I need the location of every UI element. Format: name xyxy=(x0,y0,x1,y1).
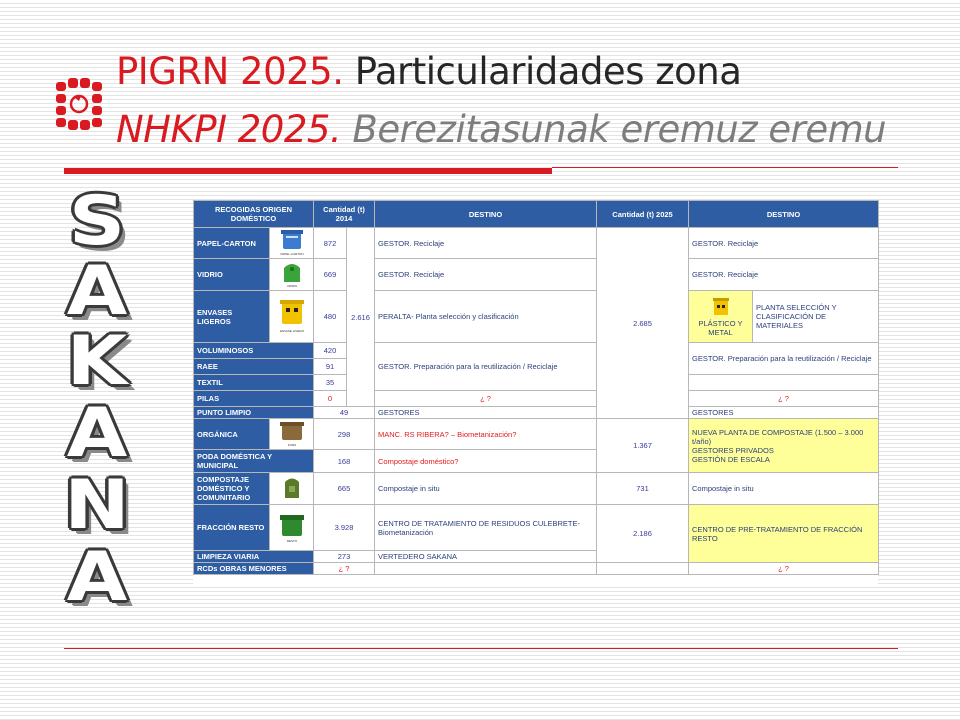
qty-2014: 298 xyxy=(314,419,375,450)
yellow-container-icon xyxy=(710,297,732,317)
icon-caption: ENVASE LIGERO xyxy=(279,328,304,333)
green-compost-bag-icon xyxy=(270,473,314,505)
green-glass-bin-icon xyxy=(270,259,314,291)
table-row xyxy=(194,505,879,551)
header-origen: RECOGIDAS ORIGEN DOMÉSTICO xyxy=(194,201,314,228)
footer-line xyxy=(64,648,898,649)
qty-2014: 3.928 xyxy=(314,505,375,551)
title-underline xyxy=(64,168,552,174)
slide-subtitle xyxy=(116,108,886,151)
plastic-metal-cell xyxy=(689,291,753,343)
table-row xyxy=(194,343,879,359)
zone-letter: A xyxy=(66,538,128,617)
row-label: ENVASES LIGEROS xyxy=(194,291,270,343)
row-label: PILAS xyxy=(194,391,314,407)
row-label: PUNTO LIMPIO xyxy=(194,407,314,419)
table-row xyxy=(194,473,879,505)
qty-2014: 669 xyxy=(314,259,347,291)
qty-2014: 0 xyxy=(314,391,347,407)
dest-2025-organica xyxy=(689,419,879,473)
qty-2014: 35 xyxy=(314,375,347,391)
subtitle-rest: Berezitasunak eremuz eremu xyxy=(341,108,887,151)
table-row xyxy=(194,391,879,407)
recycling-logo-icon xyxy=(56,78,102,130)
dest-2025: GESTOR. Reciclaje xyxy=(689,228,879,259)
dest-2025: GESTOR. Reciclaje xyxy=(689,259,879,291)
table-row xyxy=(194,419,879,450)
zone-letter: A xyxy=(66,394,128,473)
dest-2014: GESTOR. Reciclaje xyxy=(375,228,597,259)
dest-2014: CENTRO DE TRATAMIENTO DE RESIDUOS CULEBRETE- Biometanización xyxy=(375,505,597,551)
title-underline-thin xyxy=(552,167,898,168)
qty-2014: 872 xyxy=(314,228,347,259)
qty-2014: 480 xyxy=(314,291,347,343)
qty-2025: 731 xyxy=(597,473,689,505)
yellow-packaging-bin-icon xyxy=(270,291,314,343)
blue-recycling-bin-icon xyxy=(270,228,314,259)
row-label: LIMPIEZA VIARIA xyxy=(194,551,314,563)
dest-2025-voluminosos: GESTOR. Preparación para la reutilización / Reciclaje xyxy=(689,343,879,375)
organica-line: GESTIÓN DE ESCALA xyxy=(692,454,770,464)
title-red-part: PIGRN 2025. xyxy=(116,50,344,93)
icon-caption: RESTO xyxy=(286,538,297,543)
dest-2025: ¿ ? xyxy=(689,391,879,407)
dest-2014: GESTORES xyxy=(375,407,597,419)
row-label: PODA DOMÉSTICA Y MUNICIPAL xyxy=(194,450,314,473)
waste-collection-table xyxy=(193,200,878,586)
row-label: RAEE xyxy=(194,359,314,375)
qty-2014: ¿ ? xyxy=(314,563,375,575)
header-destino-2025: DESTINO xyxy=(689,201,879,228)
header-cantidad-2025: Cantidad (t) 2025 xyxy=(597,201,689,228)
brown-organic-bin-icon xyxy=(270,419,314,450)
row-label: VIDRIO xyxy=(194,259,270,291)
dest-2014: Compostaje doméstico? xyxy=(375,450,597,473)
qty-2025: 2.186 xyxy=(597,505,689,563)
plastic-metal-label: PLÁSTICO Y METAL xyxy=(698,318,743,337)
dest-2025: PLANTA SELECCIÓN Y CLASIFICACIÓN DE MATERIALES xyxy=(753,291,879,343)
qty-2014: 420 xyxy=(314,343,347,359)
icon-caption: PAPEL-CARTON xyxy=(279,252,304,256)
dest-2014-voluminosos: GESTOR. Preparación para la reutilización / Reciclaje xyxy=(375,343,597,391)
slide-title xyxy=(116,50,741,93)
qty-2014: 273 xyxy=(314,551,375,563)
row-label: PAPEL-CARTON xyxy=(194,228,270,259)
qty-2025-group: 2.685 xyxy=(597,228,689,419)
qty-2014: 91 xyxy=(314,359,347,375)
qty-2014-group: 2.616 xyxy=(347,228,375,407)
dest-2014: GESTOR. Reciclaje xyxy=(375,259,597,291)
organica-line: GESTORES PRIVADOS xyxy=(692,445,774,455)
row-label: RCDs OBRAS MENORES xyxy=(194,563,314,575)
table-row xyxy=(194,407,879,419)
qty-2014: 168 xyxy=(314,450,375,473)
subtitle-red-part: NHKPI 2025. xyxy=(116,108,342,151)
dest-2014: ¿ ? xyxy=(375,391,597,407)
row-label: FRACCIÓN RESTO xyxy=(194,505,270,551)
vertical-zone-name xyxy=(60,182,134,618)
row-label: ORGÁNICA xyxy=(194,419,270,450)
zone-letter: S xyxy=(68,182,126,261)
icon-caption: VIDRIO xyxy=(286,283,297,288)
table-row xyxy=(194,228,879,259)
dest-2014: Compostaje in situ xyxy=(375,473,597,505)
icon-caption: FORS xyxy=(287,443,296,447)
qty-2025-organica: 1.367 xyxy=(597,419,689,473)
header-cantidad-2014: Cantidad (t) 2014 xyxy=(314,201,375,228)
green-rest-bin-icon xyxy=(270,505,314,551)
organica-line: NUEVA PLANTA DE COMPOSTAJE (1.500 – 3.000 t/año) xyxy=(692,427,864,446)
qty-2014: 49 xyxy=(314,407,375,419)
row-label: TEXTIL xyxy=(194,375,314,391)
row-label: VOLUMINOSOS xyxy=(194,343,314,359)
dest-2014: PERALTA- Planta selección y clasificación xyxy=(375,291,597,343)
dest-2025: CENTRO DE PRE-TRATAMIENTO DE FRACCIÓN RESTO xyxy=(689,505,879,563)
dest-2025: ¿ ? xyxy=(689,563,879,575)
table-row xyxy=(194,259,879,291)
qty-2014: 665 xyxy=(314,473,375,505)
dest-2025: Compostaje in situ xyxy=(689,473,879,505)
header-destino-2014: DESTINO xyxy=(375,201,597,228)
row-label: COMPOSTAJE DOMÉSTICO Y COMUNITARIO xyxy=(194,473,270,505)
dest-2025: GESTORES xyxy=(689,407,879,419)
zone-letter: A xyxy=(66,252,128,331)
title-rest: Particularidades zona xyxy=(343,50,742,93)
table-row xyxy=(194,291,879,343)
dest-2014: VERTEDERO SAKANA xyxy=(375,551,597,563)
table-row xyxy=(194,563,879,575)
zone-letter: N xyxy=(64,466,130,545)
dest-2014: MANC. RS RIBERA? – Biometanización? xyxy=(375,419,597,450)
zone-letter: K xyxy=(66,322,128,401)
